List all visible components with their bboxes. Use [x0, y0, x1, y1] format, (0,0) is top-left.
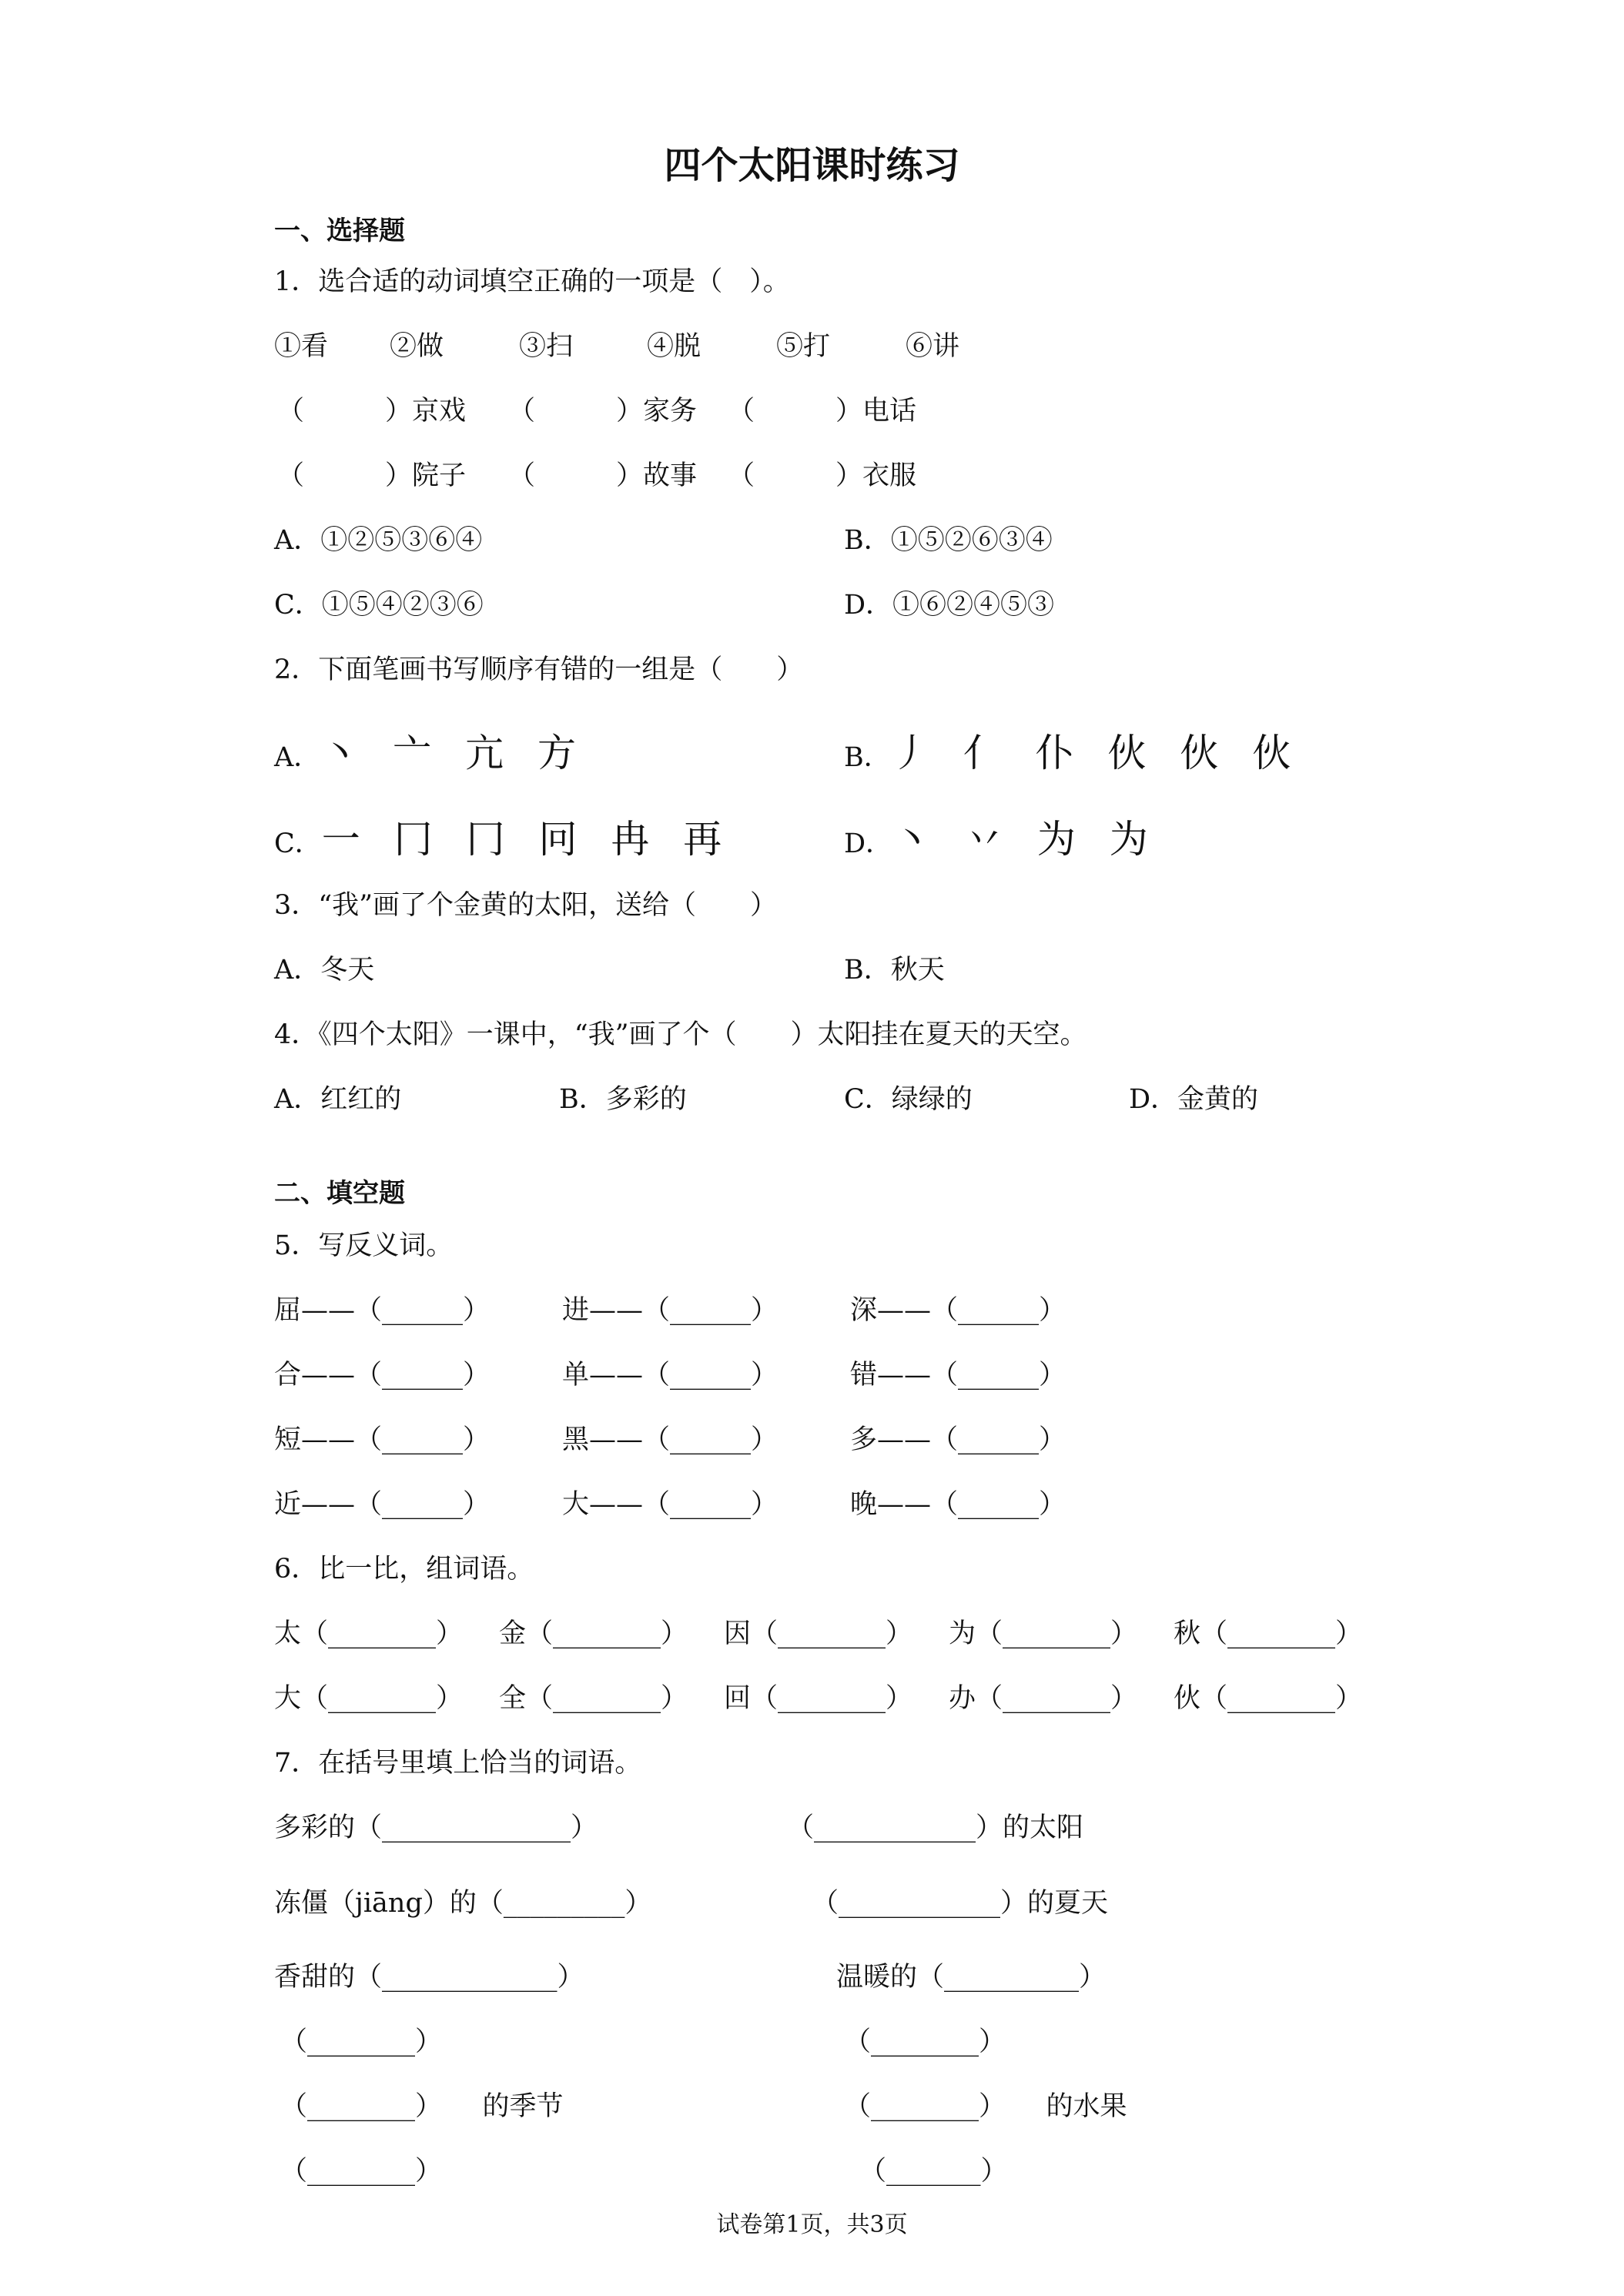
stroke-order-image: 丶 丷 为 为: [892, 817, 1159, 862]
antonym-blank[interactable]: 屈——（______）: [274, 1295, 491, 1326]
phrase-blank[interactable]: （________）: [844, 2027, 1006, 2057]
antonym-blank[interactable]: 错——（______）: [850, 1360, 1066, 1391]
page-footer: 试卷第1页，共3页: [716, 2211, 908, 2238]
q1-blank[interactable]: （ ）衣服: [728, 460, 917, 491]
q4-option-a[interactable]: A．红红的: [274, 1084, 402, 1115]
antonym-blank[interactable]: 合——（______）: [274, 1360, 491, 1391]
option-label: D．: [844, 828, 893, 859]
option-label: A．: [274, 742, 321, 773]
section-fill-heading: 二、填空题: [274, 1178, 405, 1209]
page-title: 四个太阳课时练习: [664, 144, 960, 187]
q2-option-d[interactable]: [844, 816, 1159, 862]
q1-verb: ③扫: [519, 331, 574, 362]
antonym-blank[interactable]: 短——（______）: [274, 1424, 491, 1455]
phrase-blank[interactable]: （_______）: [859, 2156, 1008, 2187]
q2-stem: 2．下面笔画书写顺序有错的一组是（ ）: [274, 654, 804, 685]
phrase-blank[interactable]: 温暖的（__________）: [836, 1962, 1107, 1993]
phrase-blank[interactable]: 冻僵（jiāng）的（_________）: [274, 1888, 652, 1919]
q1-option-b[interactable]: B．①⑤②⑥③④: [844, 525, 1053, 556]
antonym-blank[interactable]: 单——（______）: [562, 1360, 779, 1391]
phrase-blank[interactable]: （____________）的太阳: [787, 1812, 1084, 1843]
stroke-order-image: 一 冂 冂 冋 冉 再: [321, 817, 733, 862]
q1-verb: ④脱: [647, 331, 702, 362]
option-label: B．: [844, 742, 891, 773]
word-blank[interactable]: 办（________）: [949, 1683, 1138, 1714]
q1-blank[interactable]: （ ）京戏: [277, 396, 467, 427]
phrase-blank[interactable]: （________） 的季节: [280, 2091, 564, 2122]
q1-verb: ⑥讲: [906, 331, 960, 362]
q7-stem: 7．在括号里填上恰当的词语。: [274, 1748, 642, 1779]
phrase-blank[interactable]: （____________）的夏天: [812, 1888, 1109, 1919]
phrase-blank[interactable]: 香甜的（_____________）: [274, 1962, 584, 1993]
section-choice-heading: 一、选择题: [274, 216, 405, 246]
antonym-blank[interactable]: 进——（______）: [562, 1295, 779, 1326]
antonym-blank[interactable]: 大——（______）: [562, 1489, 779, 1520]
word-blank[interactable]: 为（________）: [949, 1618, 1138, 1649]
q1-verb: ①看: [274, 331, 329, 362]
word-blank[interactable]: 大（________）: [274, 1683, 464, 1714]
word-blank[interactable]: 伙（________）: [1174, 1683, 1363, 1714]
q1-verb: ②做: [390, 331, 444, 362]
stroke-order-image: 丿 亻 仆 伙 伙 伙: [890, 731, 1302, 775]
phrase-blank[interactable]: 多彩的（______________）: [274, 1812, 598, 1843]
q1-stem: 1．选合适的动词填空正确的一项是（ ）。: [274, 266, 790, 297]
antonym-blank[interactable]: 多——（______）: [850, 1424, 1066, 1455]
q3-option-b[interactable]: B．秋天: [844, 955, 945, 986]
phrase-blank[interactable]: （________）: [280, 2156, 443, 2187]
q1-blank[interactable]: （ ）电话: [728, 396, 917, 427]
stroke-order-image: 丶 亠 亢 方: [320, 731, 587, 775]
word-blank[interactable]: 太（________）: [274, 1618, 464, 1649]
word-blank[interactable]: 因（________）: [724, 1618, 913, 1649]
q2-option-c[interactable]: [274, 816, 732, 862]
q1-option-d[interactable]: D．①⑥②④⑤③: [844, 590, 1055, 621]
word-blank[interactable]: 秋（________）: [1174, 1618, 1363, 1649]
q1-blank[interactable]: （ ）故事: [508, 460, 698, 491]
q1-blank[interactable]: （ ）家务: [508, 396, 698, 427]
phrase-blank[interactable]: （________）: [280, 2027, 443, 2057]
q1-blank[interactable]: （ ）院子: [277, 460, 467, 491]
q2-option-a[interactable]: [274, 730, 587, 776]
q5-stem: 5．写反义词。: [274, 1230, 454, 1261]
option-label: C．: [274, 828, 322, 859]
q2-option-b[interactable]: [844, 730, 1301, 776]
q6-stem: 6．比一比，组词语。: [274, 1554, 534, 1585]
q1-option-a[interactable]: A．①②⑤③⑥④: [274, 525, 483, 556]
antonym-blank[interactable]: 近——（______）: [274, 1489, 491, 1520]
q4-stem: 4．《四个太阳》一课中，“我”画了个（ ）太阳挂在夏天的天空。: [274, 1019, 1087, 1050]
antonym-blank[interactable]: 晚——（______）: [850, 1489, 1066, 1520]
q4-option-b[interactable]: B．多彩的: [559, 1084, 687, 1115]
word-blank[interactable]: 全（________）: [499, 1683, 688, 1714]
antonym-blank[interactable]: 深——（______）: [850, 1295, 1066, 1326]
q3-stem: 3．“我”画了个金黄的太阳，送给（ ）: [274, 890, 778, 921]
q4-option-c[interactable]: C．绿绿的: [844, 1084, 973, 1115]
antonym-blank[interactable]: 黑——（______）: [562, 1424, 779, 1455]
q1-option-c[interactable]: C．①⑤④②③⑥: [274, 590, 484, 621]
phrase-blank[interactable]: （________） 的水果: [844, 2091, 1127, 2122]
word-blank[interactable]: 回（________）: [724, 1683, 913, 1714]
q4-option-d[interactable]: D．金黄的: [1129, 1084, 1259, 1115]
q1-verb: ⑤打: [776, 331, 831, 362]
q3-option-a[interactable]: A．冬天: [274, 955, 375, 986]
word-blank[interactable]: 金（________）: [499, 1618, 688, 1649]
